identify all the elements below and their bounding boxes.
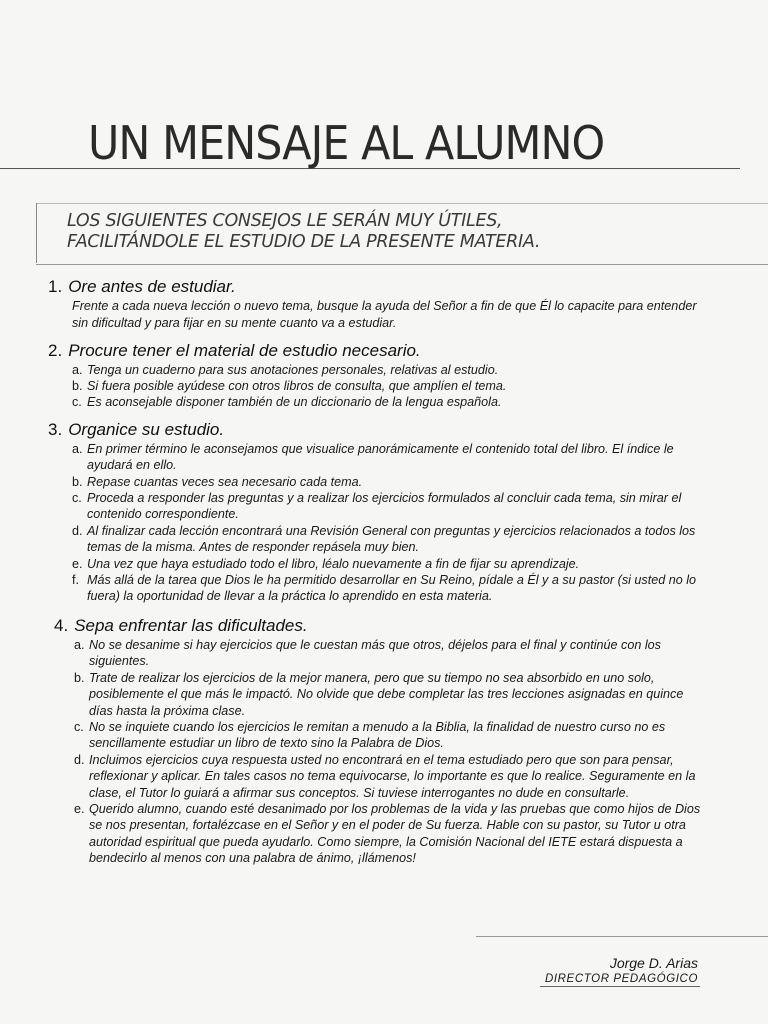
section-heading	[48, 276, 708, 298]
section-text: Frente a cada nueva lección o nuevo tema, busque la ayuda del Señor a fin de que Él lo capacite para entender sin dificultad y para fijar en su mente cuanto va a estudiar.	[72, 299, 697, 330]
list-item	[74, 670, 708, 719]
list-item	[74, 637, 708, 670]
item-text: Proceda a responder las preguntas y a realizar los ejercicios formulados al concluir cada tema, sin mirar el contenido correspondiente.	[87, 491, 682, 522]
section-items	[48, 441, 708, 605]
section-heading	[48, 419, 708, 441]
item-letter: d.	[74, 752, 85, 767]
item-letter: e.	[72, 556, 83, 571]
item-letter: c.	[72, 491, 82, 506]
section-title: Procure tener el material de estudio necesario.	[68, 340, 421, 360]
list-item	[74, 719, 708, 752]
item-letter: d.	[72, 523, 83, 538]
item-text: Es aconsejable disponer también de un diccionario de la lengua española.	[87, 395, 502, 410]
item-letter: a.	[72, 441, 83, 456]
signature-underline	[540, 986, 700, 987]
subtitle	[67, 211, 540, 253]
section-heading	[48, 340, 708, 362]
signature-role: DIRECTOR PEDAGÓGICO	[544, 973, 698, 985]
advice-list	[48, 276, 708, 867]
item-text: En primer término le aconsejamos que visualice panorámicamente el contenido total del libro. El índice le ayudará en ello.	[87, 441, 674, 473]
item-text: Trate de realizar los ejercicios de la mejor manera, pero que su tiempo no sea absorbido en uno solo, posiblemente el que más le impactó. No olvide que debe completar las tres lecciones asignadas en quince días hasta la próxima clase.	[89, 670, 684, 718]
list-item	[72, 572, 708, 605]
item-letter: c.	[72, 395, 82, 410]
subtitle-line-2: FACILITÁNDOLE EL ESTUDIO DE LA PRESENTE MATERIA.	[67, 232, 541, 252]
section-title: Sepa enfrentar las dificultades.	[74, 615, 308, 635]
list-item	[72, 474, 708, 490]
signature-divider	[476, 936, 768, 937]
list-item	[72, 378, 708, 394]
item-letter: a.	[74, 637, 85, 652]
section-number: 3.	[48, 419, 63, 439]
item-text: Querido alumno, cuando esté desanimado por los problemas de la vida y las pruebas que como hijos de Dios se nos presentan, fortalézcase en el Señor y en el poder de Su fuerza. Hable con su pastor, su Tutor u otra autoridad espiritual que pueda ayudarlo. Como siempre, la Comisión Nacional del IETE estará dispuesta a bendecirlo al menos con una palabra de ánimo, ¡llámenos!	[89, 801, 701, 866]
item-text: No se inquiete cuando los ejercicios le remitan a menudo a la Biblia, la finalidad de nuestro curso no es sencillamente estudiar un libro de texto sino la Palabra de Dios.	[89, 719, 666, 751]
list-item	[74, 801, 708, 867]
list-item	[72, 490, 708, 523]
page-title: UN MENSAJE AL ALUMNO	[88, 116, 605, 170]
item-text: Una vez que haya estudiado todo el libro, léalo nuevamente a fin de fijar su aprendizaje.	[87, 556, 580, 571]
item-letter: c.	[74, 719, 84, 734]
section-items	[54, 637, 708, 867]
list-item	[72, 441, 708, 474]
section-heading	[54, 615, 708, 637]
item-text: Incluimos ejercicios cuya respuesta usted no encontrará en el tema estudiado pero que son para pensar, reflexionar y aplicar. En tales casos no tema equivocarse, lo importante es que lo realice. Seguramente en la clase, el Tutor lo guiará a afirmar sus conceptos. Si tuviese interrogantes no dude en consultarle.	[89, 752, 696, 800]
item-text: Repase cuantas veces sea necesario cada tema.	[87, 474, 363, 489]
item-letter: a.	[72, 362, 83, 377]
subtitle-line-1: LOS SIGUIENTES CONSEJOS LE SERÁN MUY ÚTILES,	[67, 211, 503, 231]
item-letter: f.	[72, 573, 79, 588]
list-item	[72, 362, 708, 378]
subtitle-box-bottom-rule	[36, 264, 768, 265]
item-text: Al finalizar cada lección encontrará una Revisión General con preguntas y ejercicios relacionados a todos los temas de la misma. Antes de responder repásela muy bien.	[87, 523, 696, 555]
item-text: Si fuera posible ayúdese con otros libros de consulta, que amplíen el tema.	[87, 379, 507, 393]
section-title: Organice su estudio.	[68, 419, 225, 439]
item-letter: b.	[72, 379, 83, 393]
section-1	[48, 276, 708, 332]
section-title: Ore antes de estudiar.	[68, 277, 236, 296]
section-number: 4.	[54, 615, 69, 635]
item-text: Más allá de la tarea que Dios le ha permitido desarrollar en Su Reino, pídale a Él y a su pastor (si usted no lo fuera) la oportunidad de llevar a la práctica lo aprendido en esta materia.	[87, 573, 697, 604]
section-items	[48, 362, 708, 411]
item-letter: b.	[74, 670, 85, 685]
item-letter: b.	[72, 474, 83, 489]
section-number: 1.	[48, 277, 63, 296]
list-item	[72, 556, 708, 572]
section-3	[48, 419, 708, 605]
list-item	[72, 394, 708, 410]
list-item	[72, 523, 708, 556]
section-2	[48, 340, 708, 411]
list-item	[74, 752, 708, 801]
item-text: Tenga un cuaderno para sus anotaciones personales, relativas al estudio.	[87, 362, 499, 377]
section-number: 2.	[48, 340, 63, 360]
signature-name: Jorge D. Arias	[609, 955, 698, 971]
item-letter: e.	[74, 801, 85, 816]
section-4	[54, 615, 708, 867]
item-text: No se desanime si hay ejercicios que le cuestan más que otros, déjelos para el final y continúe con los siguientes.	[89, 637, 661, 669]
signature-block	[545, 954, 698, 987]
